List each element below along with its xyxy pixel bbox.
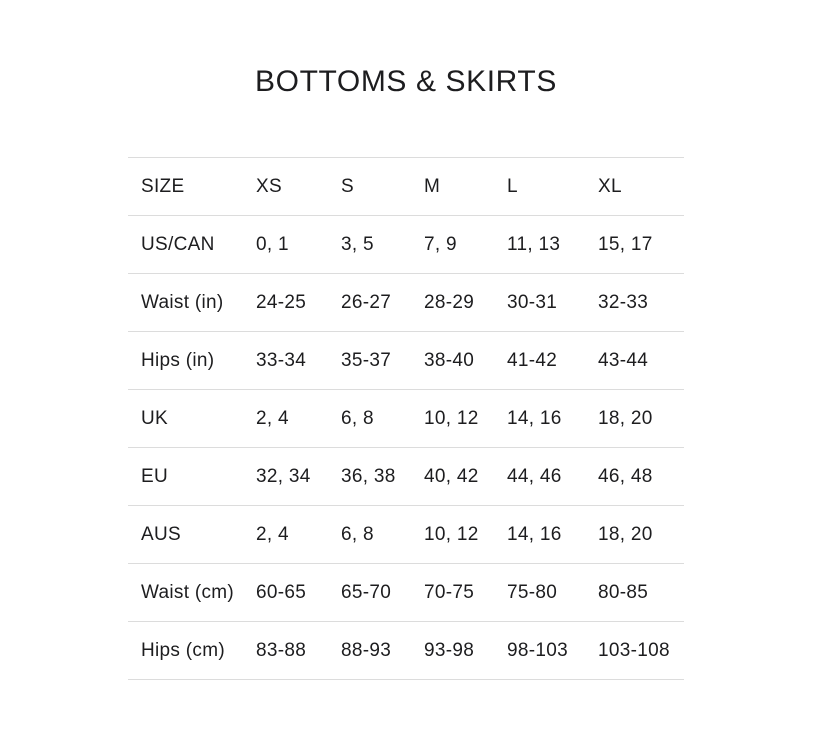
- size-value-cell: 7, 9: [424, 216, 507, 274]
- size-value-cell: 44, 46: [507, 448, 598, 506]
- size-value-cell: 14, 16: [507, 390, 598, 448]
- size-value-cell: 0, 1: [256, 216, 341, 274]
- size-value-cell: 36, 38: [341, 448, 424, 506]
- size-value-cell: 6, 8: [341, 390, 424, 448]
- row-label: Waist (in): [128, 274, 256, 332]
- size-value-cell: 70-75: [424, 564, 507, 622]
- size-value-cell: 98-103: [507, 622, 598, 680]
- size-value-cell: 26-27: [341, 274, 424, 332]
- size-value-cell: 10, 12: [424, 506, 507, 564]
- row-label: EU: [128, 448, 256, 506]
- size-value-cell: 30-31: [507, 274, 598, 332]
- row-label: Hips (cm): [128, 622, 256, 680]
- size-value-cell: 41-42: [507, 332, 598, 390]
- size-value-cell: 60-65: [256, 564, 341, 622]
- size-value-cell: 2, 4: [256, 506, 341, 564]
- header-row: [128, 158, 684, 216]
- row-label: Waist (cm): [128, 564, 256, 622]
- table-row: [128, 216, 684, 274]
- column-header-xs: XS: [256, 158, 341, 216]
- table-row: [128, 274, 684, 332]
- column-header-m: M: [424, 158, 507, 216]
- column-header-s: S: [341, 158, 424, 216]
- size-value-cell: 28-29: [424, 274, 507, 332]
- size-value-cell: 103-108: [598, 622, 684, 680]
- size-value-cell: 14, 16: [507, 506, 598, 564]
- size-value-cell: 11, 13: [507, 216, 598, 274]
- page-title: BOTTOMS & SKIRTS: [255, 65, 557, 98]
- size-value-cell: 2, 4: [256, 390, 341, 448]
- size-value-cell: 15, 17: [598, 216, 684, 274]
- size-value-cell: 93-98: [424, 622, 507, 680]
- size-value-cell: 75-80: [507, 564, 598, 622]
- size-value-cell: 65-70: [341, 564, 424, 622]
- column-header-size: SIZE: [128, 158, 256, 216]
- table-row: [128, 448, 684, 506]
- table-row: [128, 622, 684, 680]
- size-value-cell: 35-37: [341, 332, 424, 390]
- size-value-cell: 32-33: [598, 274, 684, 332]
- size-value-cell: 18, 20: [598, 506, 684, 564]
- size-value-cell: 10, 12: [424, 390, 507, 448]
- row-label: UK: [128, 390, 256, 448]
- size-value-cell: 18, 20: [598, 390, 684, 448]
- row-label: AUS: [128, 506, 256, 564]
- size-value-cell: 46, 48: [598, 448, 684, 506]
- size-value-cell: 33-34: [256, 332, 341, 390]
- size-value-cell: 38-40: [424, 332, 507, 390]
- row-label: Hips (in): [128, 332, 256, 390]
- size-value-cell: 6, 8: [341, 506, 424, 564]
- table-row: [128, 332, 684, 390]
- column-header-xl: XL: [598, 158, 684, 216]
- size-value-cell: 3, 5: [341, 216, 424, 274]
- table-row: [128, 564, 684, 622]
- column-header-l: L: [507, 158, 598, 216]
- table-row: [128, 506, 684, 564]
- size-value-cell: 80-85: [598, 564, 684, 622]
- size-value-cell: 43-44: [598, 332, 684, 390]
- row-label: US/CAN: [128, 216, 256, 274]
- size-value-cell: 83-88: [256, 622, 341, 680]
- size-value-cell: 32, 34: [256, 448, 341, 506]
- size-chart-table: [128, 157, 684, 680]
- size-value-cell: 40, 42: [424, 448, 507, 506]
- size-value-cell: 88-93: [341, 622, 424, 680]
- size-guide-content: [128, 0, 684, 680]
- table-row: [128, 390, 684, 448]
- size-value-cell: 24-25: [256, 274, 341, 332]
